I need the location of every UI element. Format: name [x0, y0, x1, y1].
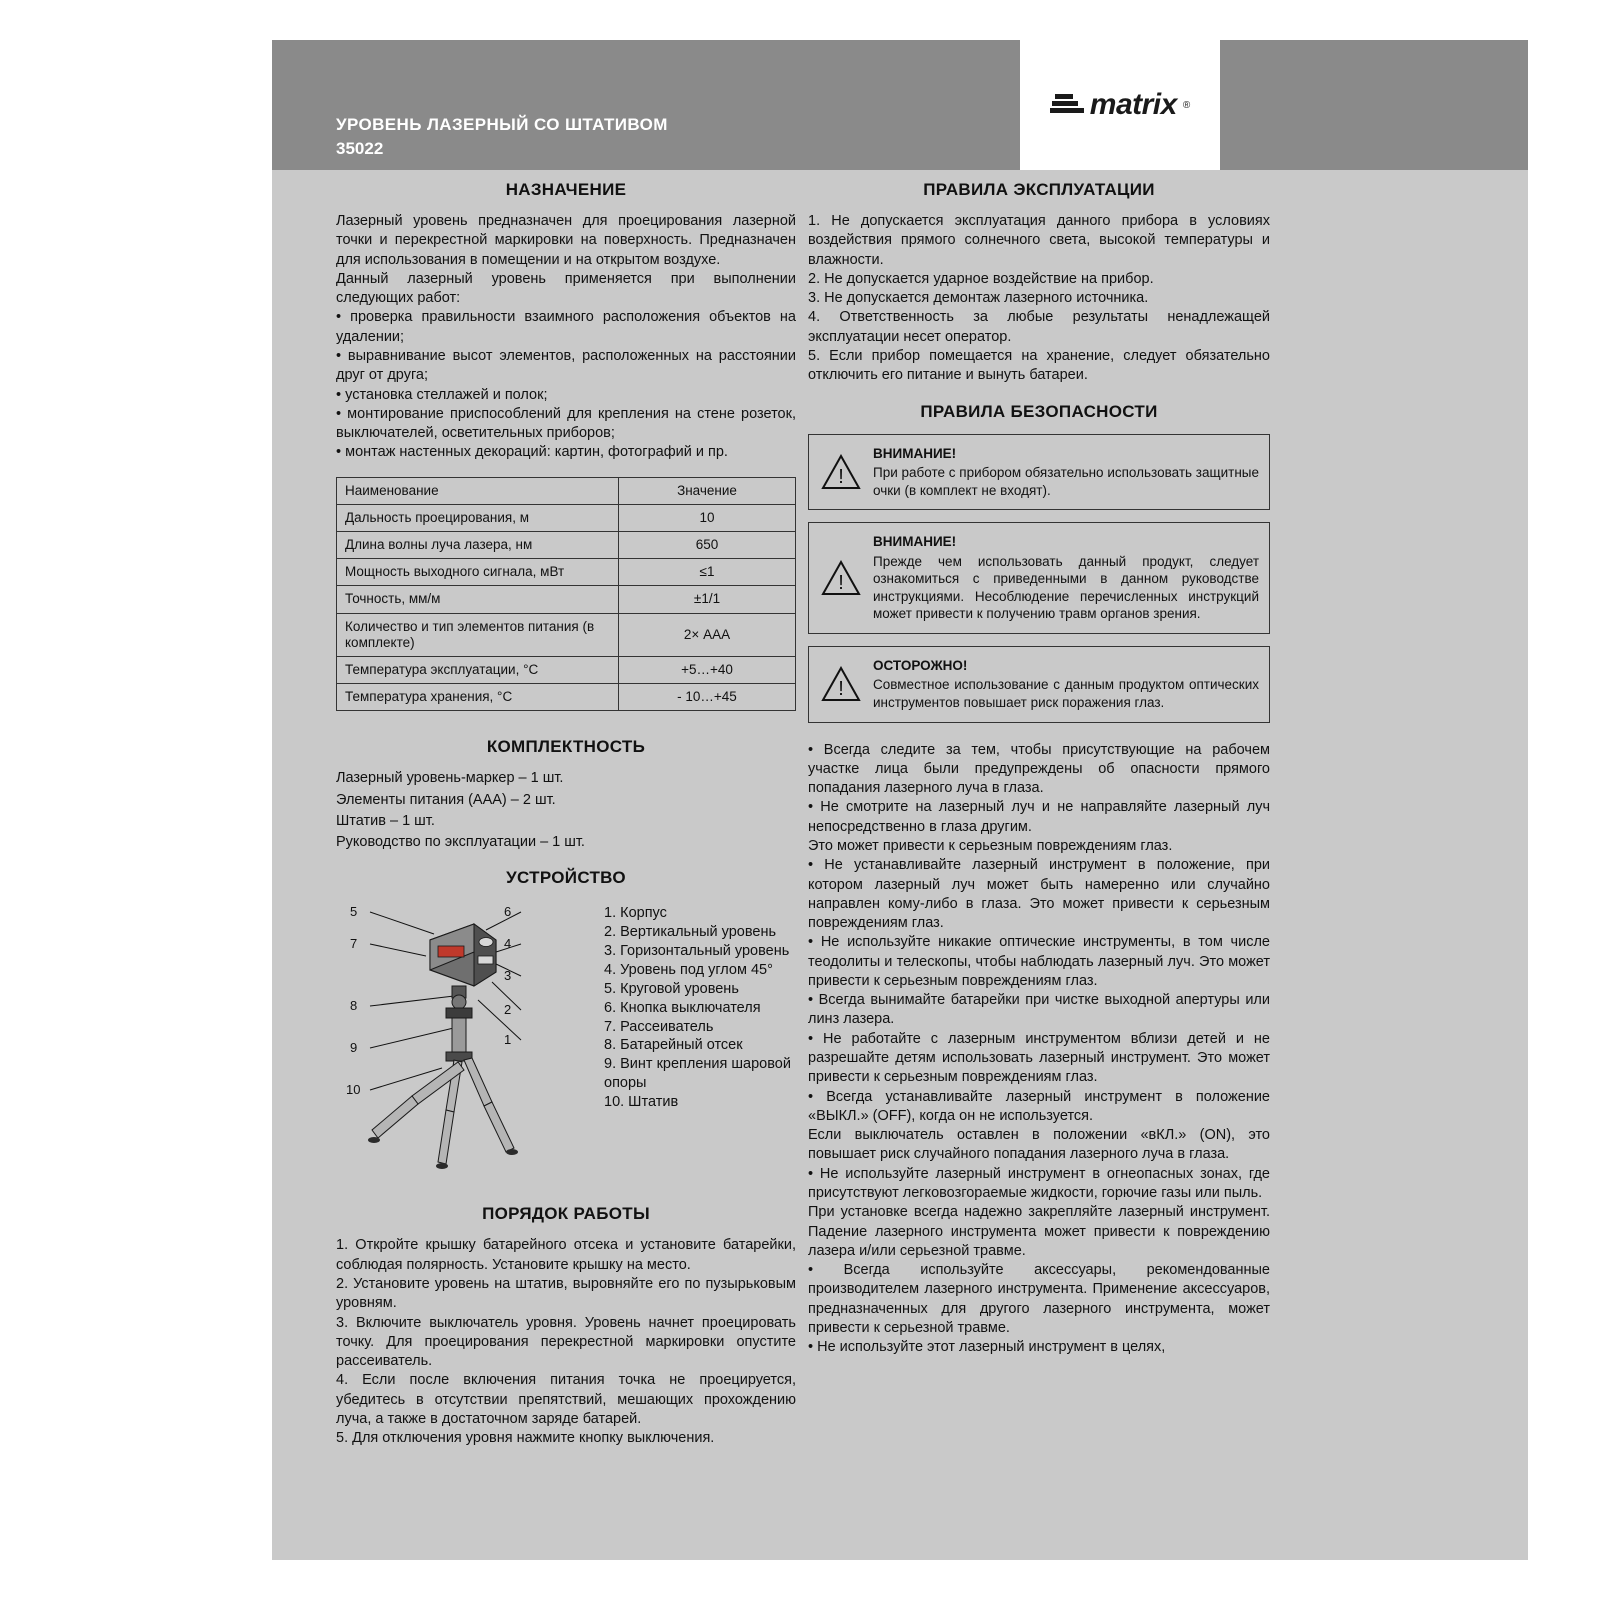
- brand-registered-mark: ®: [1182, 99, 1191, 111]
- document-title: УРОВЕНЬ ЛАЗЕРНЫЙ СО ШТАТИВОМ: [336, 115, 668, 134]
- spec-name: Точность, мм/м: [337, 586, 619, 613]
- device-part: 1. Корпус: [604, 905, 667, 922]
- warning-text: При работе с прибором обязательно использовать защитные очки (в комплект не входят).: [873, 465, 1259, 498]
- safety-item: Это может привести к серьезным повреждениям глаз.: [808, 837, 1173, 854]
- callout-4: 4: [504, 936, 512, 952]
- safety-item: • Не используйте этот лазерный инструмент в целях,: [808, 1339, 1166, 1356]
- section-title-operation: ПОРЯДОК РАБОТЫ: [482, 1204, 650, 1224]
- safety-item: При установке всегда надежно закрепляйте лазерный инструмент. Падение лазерного инструмента может привести к повреждению лазера и/или серьезной травме.: [808, 1204, 1270, 1259]
- spec-value: +5…+40: [619, 656, 796, 683]
- specifications-table: [336, 477, 796, 712]
- header-band: [272, 40, 1528, 170]
- rule-item: 3. Не допускается демонтаж лазерного источника.: [808, 290, 1149, 307]
- safety-item: • Всегда вынимайте батарейки при чистке выходной апертуры или линз лазера.: [808, 992, 1270, 1028]
- kit-item: Штатив – 1 шт.: [336, 812, 435, 829]
- device-part: 2. Вертикальный уровень: [604, 924, 777, 941]
- rule-item: 4. Ответственность за любые результаты ненадлежащей эксплуатации несет оператор.: [808, 309, 1270, 345]
- spec-value: - 10…+45: [619, 684, 796, 711]
- callout-6: 6: [504, 904, 512, 920]
- callout-8: 8: [350, 998, 358, 1014]
- callout-9: 9: [350, 1040, 358, 1056]
- callout-1: 1: [504, 1032, 512, 1048]
- left-column: [336, 180, 796, 1449]
- table-row: [337, 559, 796, 586]
- document-code: 35022: [336, 139, 384, 158]
- rule-item: 5. Если прибор помещается на хранение, следует обязательно отключить его питание и вынуть батареи.: [808, 347, 1270, 384]
- warning-triangle-icon: [821, 560, 861, 596]
- table-row: [337, 656, 796, 683]
- warning-box: [808, 434, 1270, 511]
- spec-name: Количество и тип элементов питания (в комплекте): [337, 613, 619, 656]
- callout-10: 10: [346, 1082, 361, 1098]
- device-parts-list: [604, 904, 799, 1111]
- spec-name: Длина волны луча лазера, нм: [337, 532, 619, 559]
- matrix-mark-icon: [1050, 92, 1084, 118]
- section-title-purpose: НАЗНАЧЕНИЕ: [505, 180, 627, 199]
- purpose-item: • выравнивание высот элементов, расположенных на расстоянии друг от друга;: [336, 347, 796, 384]
- safety-item: • Всегда следите за тем, чтобы присутствующие на рабочем участке лица были предупреждены об опасности прямого попадания лазерного луча в глаза.: [808, 741, 1270, 797]
- section-title-device: УСТРОЙСТВО: [506, 868, 626, 888]
- section-title-safety: ПРАВИЛА БЕЗОПАСНОСТИ: [920, 401, 1158, 421]
- purpose-item: • проверка правильности взаимного расположения объектов на удалении;: [336, 309, 796, 345]
- purpose-paragraph-2: Данный лазерный уровень применяется при выполнении следующих работ:: [336, 270, 796, 307]
- section-title-rules: ПРАВИЛА ЭКСПЛУАТАЦИИ: [923, 180, 1155, 199]
- device-callout-numbers: [336, 900, 596, 1190]
- safety-item: • Не смотрите на лазерный луч и не направляйте лазерный луч непосредственно в глаза другим.: [808, 799, 1270, 835]
- table-header-name: Наименование: [337, 477, 619, 504]
- operation-step: 2. Установите уровень на штатив, выровняйте его по пузырьковым уровням.: [336, 1276, 796, 1312]
- kit-item: Руководство по эксплуатации – 1 шт.: [336, 834, 585, 851]
- spec-name: Мощность выходного сигнала, мВт: [337, 559, 619, 586]
- device-part: 7. Рассеиватель: [604, 1018, 714, 1035]
- spec-value: ≤1: [619, 559, 796, 586]
- caution-text: Совместное использование с данным продуктом оптических инструментов повышает риск поражения глаз.: [873, 677, 1259, 710]
- warning-label: ВНИМАНИЕ!: [873, 445, 957, 461]
- spec-name: Температура эксплуатации, °C: [337, 656, 619, 683]
- device-part: 3. Горизонтальный уровень: [604, 943, 790, 960]
- kit-item: Элементы питания (ААА) – 2 шт.: [336, 791, 556, 808]
- table-header-row: [337, 477, 796, 504]
- table-row: [337, 532, 796, 559]
- table-row: [337, 504, 796, 531]
- operation-step: 3. Включите выключатель уровня. Уровень начнет проецировать точку. Для проецирования перекрестной маркировки опустите рассеиватель.: [336, 1314, 796, 1370]
- safety-item: • Не используйте никакие оптические инструменты, в том числе теодолиты и телескопы, чтобы наблюдать лазерный луч. Это может привести к серьезным повреждениям глаз.: [808, 934, 1270, 989]
- spec-value: 2× ААА: [619, 613, 796, 656]
- warning-box: [808, 522, 1270, 634]
- table-row: [337, 613, 796, 656]
- spec-name: Температура хранения, °C: [337, 684, 619, 711]
- purpose-paragraph-1: Лазерный уровень предназначен для проецирования лазерной точки и перекрестной маркировки на поверхность. Предназначен для использования в помещении и на открытом воздухе.: [336, 213, 796, 268]
- svg-text:!: !: [838, 678, 844, 701]
- safety-item: • Всегда используйте аксессуары, рекомендованные производителем лазерного инструмента. Применение аксессуаров, предназначенных для другого лазерного инструмента, может привести к серьезной травме.: [808, 1262, 1270, 1336]
- device-part: 5. Круговой уровень: [604, 980, 739, 997]
- device-diagram: [336, 900, 796, 1200]
- table-row: [337, 586, 796, 613]
- safety-item: • Не работайте с лазерным инструментом вблизи детей и не разрешайте детям использовать лазерный инструмент. Это может привести к серьезным повреждениям глаз.: [808, 1030, 1270, 1086]
- spec-value: 10: [619, 504, 796, 531]
- svg-text:!: !: [838, 465, 844, 488]
- purpose-item: • монтаж настенных декораций: картин, фотографий и пр.: [336, 444, 728, 461]
- warning-triangle-icon: [821, 454, 861, 490]
- operation-step: 4. Если после включения питания точка не проецируется, убедитесь в отсутствии препятствий, мешающих прохождению луча, а также в достаточном заряде батарей.: [336, 1372, 796, 1427]
- callout-2: 2: [504, 1002, 512, 1018]
- safety-item: • Всегда устанавливайте лазерный инструмент в положение «ВЫКЛ.» (OFF), когда он не используется.: [808, 1088, 1270, 1124]
- operation-step: 5. Для отключения уровня нажмите кнопку выключения.: [336, 1430, 715, 1447]
- caution-label: ОСТОРОЖНО!: [873, 657, 968, 673]
- callout-7: 7: [350, 936, 358, 952]
- callout-3: 3: [504, 968, 512, 984]
- operation-step: 1. Откройте крышку батарейного отсека и установите батарейки, соблюдая полярность. Установите крышку на место.: [336, 1237, 796, 1273]
- device-part: 8. Батарейный отсек: [604, 1037, 743, 1054]
- table-row: [337, 684, 796, 711]
- spec-value: 650: [619, 532, 796, 559]
- device-part: 10. Штатив: [604, 1093, 679, 1110]
- section-title-kit: КОМПЛЕКТНОСТЬ: [486, 737, 646, 757]
- brand-logo: [1020, 40, 1220, 170]
- purpose-item: • установка стеллажей и полок;: [336, 386, 548, 403]
- caution-box: [808, 646, 1270, 723]
- safety-item: Если выключатель оставлен в положении «вКЛ.» (ON), это повышает риск случайного попадания лазерного луча в глаза.: [808, 1127, 1270, 1163]
- warning-text: Прежде чем использовать данный продукт, следует ознакомиться с приведенными в данном руководстве инструкциями. Несоблюдение перечисленных инструкций может привести к получению травм органов зрения.: [873, 553, 1259, 622]
- device-part: 9. Винт крепления шаровой опоры: [604, 1056, 791, 1092]
- spec-value: ±1/1: [619, 586, 796, 613]
- safety-item: • Не устанавливайте лазерный инструмент в положение, при котором лазерный луч может быть намеренно или случайно направлен кому-либо в глаза. Это может привести к серьезным повреждениям глаз.: [808, 857, 1270, 932]
- device-part: 4. Уровень под углом 45°: [604, 962, 773, 978]
- table-header-value: Значение: [619, 477, 796, 504]
- safety-item: • Не используйте лазерный инструмент в огнеопасных зонах, где присутствуют легковозгораемые жидкости, горючие газы или пыль.: [808, 1165, 1270, 1202]
- warning-label: ВНИМАНИЕ!: [873, 534, 957, 550]
- kit-item: Лазерный уровень-маркер – 1 шт.: [336, 770, 564, 787]
- brand-name: matrix: [1089, 88, 1177, 121]
- callout-5: 5: [350, 904, 358, 920]
- right-column: [808, 180, 1270, 1358]
- device-part: 6. Кнопка выключателя: [604, 999, 761, 1016]
- warning-triangle-icon: [821, 666, 861, 702]
- purpose-item: • монтирование приспособлений для крепления на стене розеток, выключателей, осветительных приборов;: [336, 405, 796, 442]
- rule-item: 1. Не допускается эксплуатация данного прибора в условиях воздействия прямого солнечного света, высокой температуры и влажности.: [808, 213, 1270, 268]
- rule-item: 2. Не допускается ударное воздействие на прибор.: [808, 270, 1154, 287]
- spec-name: Дальность проецирования, м: [337, 504, 619, 531]
- svg-text:!: !: [838, 572, 844, 595]
